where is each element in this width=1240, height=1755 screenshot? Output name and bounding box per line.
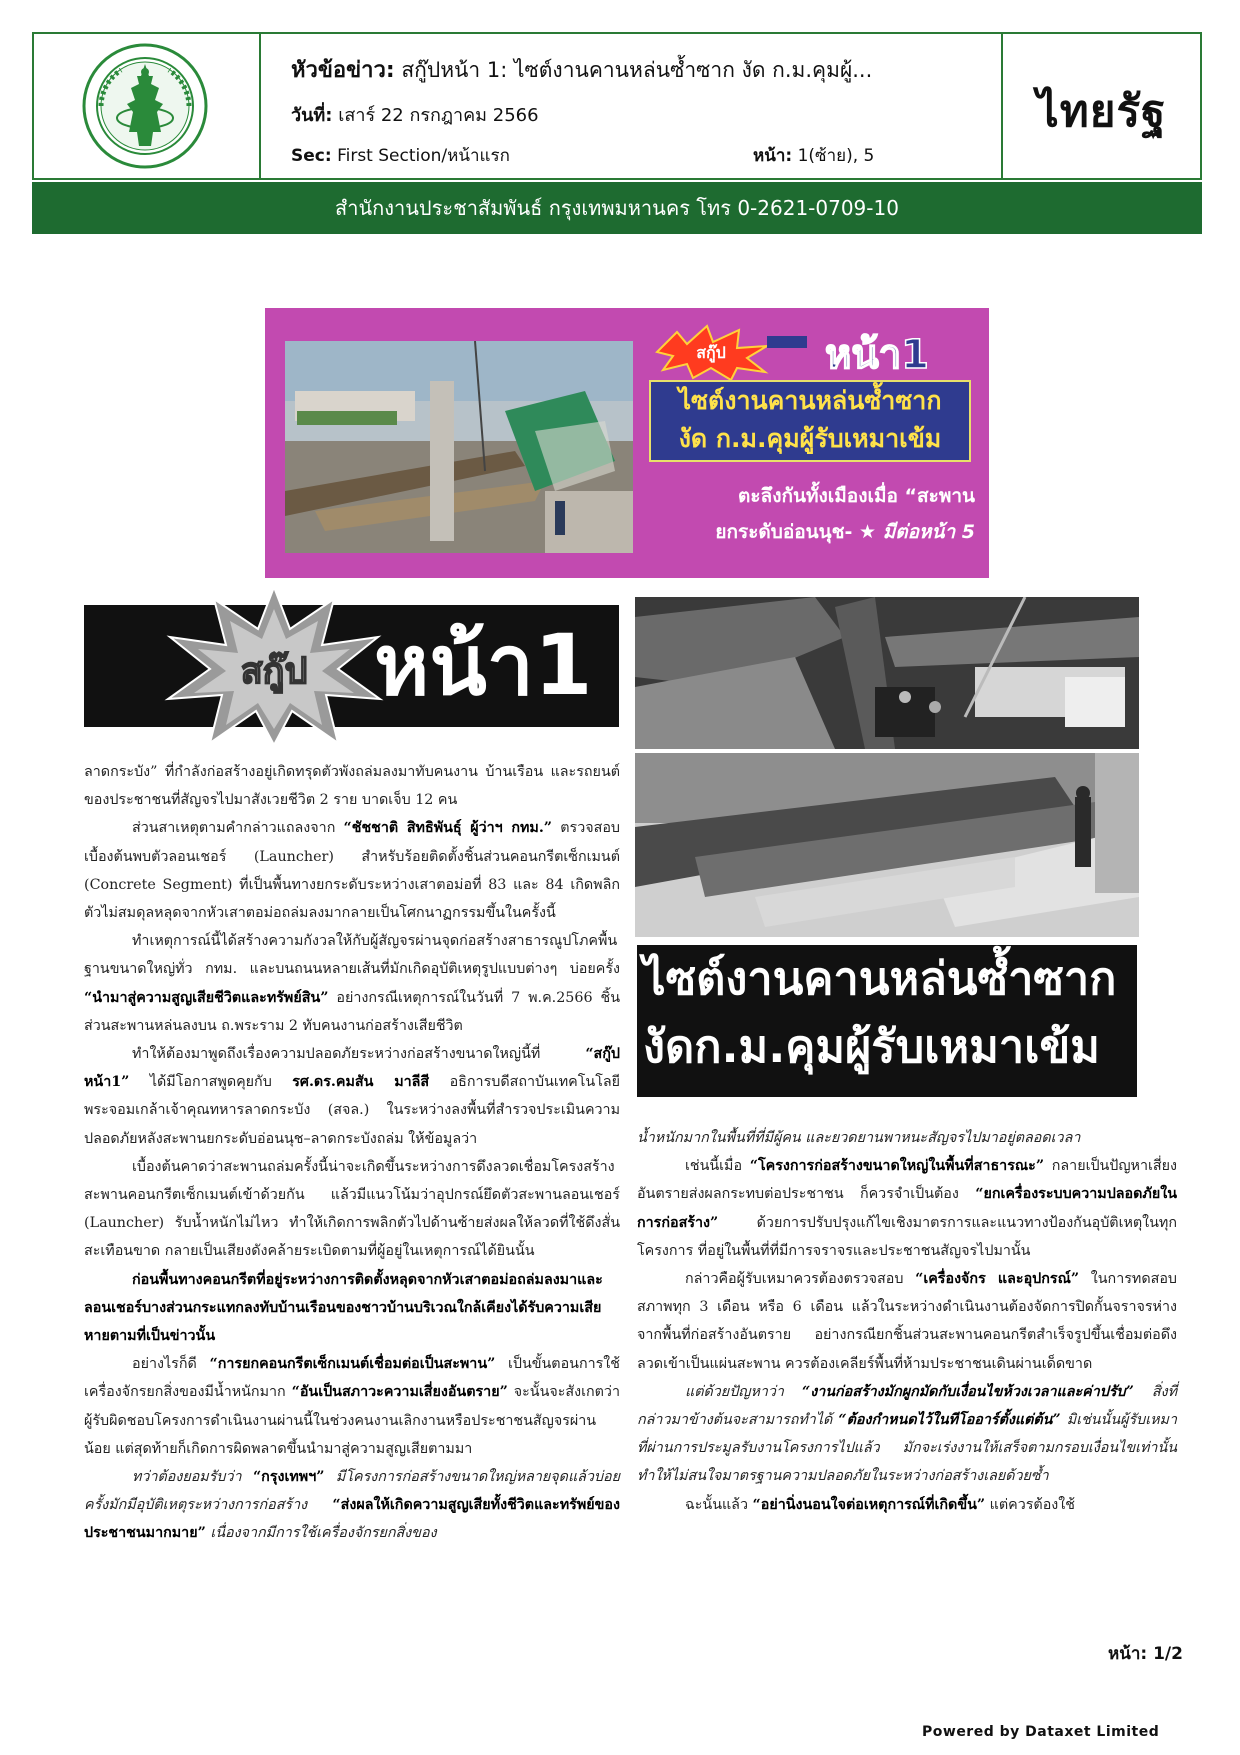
left-p8-quote-2: “ส่งผลให้เกิดความสูญเสียทั้งชีวิตและทรัพย์ของประชาชนมากมาย”	[84, 1497, 620, 1542]
office-bar: สำนักงานประชาสัมพันธ์ กรุงเทพมหานคร โทร 0-2621-0709-10	[32, 182, 1202, 234]
right-p3-quote: “เครื่องจักร และอุปกรณ์”	[915, 1271, 1080, 1288]
left-p3-quote: “นำมาสู่ความสูญเสียชีวิตและทรัพย์สิน”	[84, 989, 329, 1006]
clipping-header	[32, 32, 1202, 180]
left-p7-quote-2: “อันเป็นสภาวะความเสี่ยงอันตราย”	[291, 1384, 508, 1401]
right-p4-text-e: มิเช่นนั้นผู้รับเหมาที่ผ่านการประมูลรับงานโครงการไปแล้ว มักจะเร่งงานให้เสร็จตามกรอบเงื่อนไขเท่านั้น ทำให้ไม่สนใจมาตรฐานความปลอดภัยในระหว่างก่อสร้างเลยด้วยซ้ำ	[637, 1412, 1177, 1485]
left-p8-text-c: มีโครงการก่อสร้างขนาดใหญ่หลายจุดแล้วบ่อยครั้งมักมีอุบัติเหตุระหว่างการก่อสร้าง	[84, 1469, 620, 1514]
collapsed-bridge-photo	[285, 341, 633, 553]
section-row	[291, 142, 510, 169]
teaser-lead-line1: ตะลึงกันทั้งเมืองเมื่อ “สะพาน	[738, 485, 975, 507]
left-p7-quote: “การยกคอนกรีตเซ็กเมนต์เชื่อมต่อเป็นสะพาน”	[209, 1356, 496, 1373]
left-paragraph-5: เบื้องต้นคาดว่าสะพานถล่มครั้งนี้น่าจะเกิดขึ้นระหว่างการดึงลวดเชื่อมโครงสร้างสะพานคอนกรีตเซ็กเมนต์เข้าด้วยกัน แล้วมีแนวโน้มว่าอุปกรณ์ยึดตัวสะพานลอนเชอร์ (Launcher) รับน้ำหนักไม่ไหว ทำให้เกิดการพลิกตัวไปด้านซ้ายส่งผลให้ลวดที่ใช้ดึงสั่นสะเทือนขาด กลายเป็นเสียงดังคล้ายระเบิดตามที่ผู้อยู่ในเหตุการณ์ได้ยินนั้น	[84, 1158, 620, 1260]
left-p4-person: รศ.ดร.คมสัน มาลีสี	[292, 1074, 430, 1091]
right-p3-text-a: กล่าวคือผู้รับเหมาควรต้องตรวจสอบ	[685, 1271, 916, 1288]
right-p2-text-c: กลายเป็นปัญหาเสี่ยงอันตรายส่งผลกระทบต่อประชาชน ก็ควรจำเป็นต้อง	[637, 1158, 1177, 1203]
left-p8-quote: “กรุงเทพฯ”	[252, 1469, 325, 1486]
page-label: หน้า:	[753, 146, 793, 166]
date-label: วันที่:	[291, 105, 333, 126]
left-p8-text-a: ทว่าต้องยอมรับว่า	[132, 1469, 253, 1486]
page-row	[753, 142, 874, 169]
bangkok-seal-icon	[81, 42, 209, 170]
teaser-headline-line2: งัด ก.ม.คุมผู้รับเหมาเข้ม	[678, 424, 942, 453]
teaser-lead	[651, 478, 975, 550]
page-number: หน้า: 1/2	[1108, 1644, 1183, 1664]
logo-cell	[34, 34, 261, 178]
right-p5-quote: “อย่านิ่งนอนใจต่อเหตุการณ์ที่เกิดขึ้น”	[752, 1496, 986, 1513]
teaser-headline	[649, 380, 971, 462]
powered-by: Powered by Dataxet Limited	[922, 1724, 1160, 1740]
right-p1-text: น้ำหนักมากในพื้นที่ที่มีผู้คน และยวดยานพาหนะสัญจรไปมาอยู่ตลอดเวลา	[637, 1130, 1081, 1146]
right-p4-text-a: แต่ด้วยปัญหาว่า	[685, 1383, 802, 1400]
right-p4-quote: “งานก่อสร้างมักผูกมัดกับเงื่อนไขห้วงเวลาและค่าปรับ”	[801, 1383, 1134, 1400]
right-paragraph-4	[637, 1378, 1177, 1491]
right-p5-text-a: ฉะนั้นแล้ว	[685, 1496, 753, 1513]
publication-brand	[1003, 34, 1200, 178]
main-headline	[637, 945, 1137, 1097]
publication-logo: ไทยรัฐ	[1036, 86, 1167, 137]
right-p3-text-c: ในการทดสอบสภาพทุก 3 เดือน หรือ 6 เดือน แล้วในระหว่างดำเนินงานต้องจัดการปิดกั้นจราจรห่างจากพื้นที่ก่อสร้างอันตราย อย่างกรณียกชิ้นส่วนสะพานคอนกรีตสำเร็จรูปขึ้นเชื่อมต่อดึงลวดเข้าเป็นแผ่นสะพาน ควรต้องเคลียร์พื้นที่ห้ามประชาชนเดินผ่านเด็ดขาด	[637, 1271, 1177, 1372]
section-value: First Section/หน้าแรก	[337, 146, 510, 166]
date-row	[291, 100, 539, 129]
left-paragraph-3	[84, 927, 620, 1040]
article-right-column	[637, 1124, 1177, 1519]
left-p3-text-c: อย่างกรณีเหตุการณ์ในวันที่ 7 พ.ค.2566 ชิ้นส่วนสะพานหล่นลงบน ถ.พระราม 2 ทับคนงานก่อสร้างเสียชีวิต	[84, 989, 620, 1034]
left-p4-text-a: ทำให้ต้องมาพูดถึงเรื่องความปลอดภัยระหว่างก่อสร้างขนาดใหญ่นี้ที่	[132, 1046, 586, 1063]
left-paragraph-1: ลาดกระบัง” ที่กำลังก่อสร้างอยู่เกิดทรุดตัวพังถล่มลงมาทับคนงาน บ้านเรือน และรถยนต์ของประชาชนที่สัญจรไปมาสังเวยชีวิต 2 ราย บาดเจ็บ 12 คน	[84, 764, 620, 809]
left-p4-quote: “สกู๊ปหน้า1”	[84, 1046, 620, 1091]
starburst-icon	[164, 587, 384, 745]
left-p4-text-e: อธิการบดีสถาบันเทคโนโลยีพระจอมเกล้าเจ้าคุณทหารลาดกระบัง (สจล.) ในระหว่างลงพื้นที่สำรวจประเมินความปลอดภัยหลังสะพานยกระดับอ่อนนุช–ลาดกระบังถล่ม ให้ข้อมูลว่า	[84, 1074, 621, 1147]
left-paragraph-8	[84, 1463, 620, 1548]
main-headline-line1: ไซต์งานคานหล่นซ้ำซาก	[643, 952, 1117, 1005]
accident-site-photos	[635, 597, 1139, 937]
right-p2-text-a: เช่นนี้เมื่อ	[685, 1158, 750, 1175]
left-paragraph-6	[84, 1266, 620, 1351]
headline-label: หัวข้อข่าว:	[291, 58, 395, 83]
article-left-column	[84, 758, 620, 1548]
section-label: Sec:	[291, 146, 332, 166]
right-paragraph-2	[637, 1152, 1177, 1265]
right-p2-text-e: ด้วยการปรับปรุงแก้ไขเชิงมาตรการและแนวทางป้องกันอุบัติเหตุในทุกโครงการ ที่อยู่ในพื้นที่ที่มีการจราจรและประชาชนสัญจรไปมานั้น	[637, 1214, 1177, 1259]
banner-scoop-text: สกู๊ป	[240, 651, 308, 692]
scoop-banner	[84, 605, 619, 727]
left-p2-text-a: ส่วนสาเหตุตามคำกล่าวแถลงจาก	[132, 820, 344, 837]
right-p5-text-c: แต่ควรต้องใช้	[985, 1496, 1075, 1513]
right-paragraph-5	[637, 1491, 1177, 1519]
left-p7-text-a: อย่างไรก็ดี	[132, 1356, 210, 1373]
date-value: เสาร์ 22 กรกฎาคม 2566	[338, 105, 539, 126]
main-headline-line2: งัดก.ม.คุมผู้รับเหมาเข้ม	[643, 1020, 1100, 1073]
left-p7-text-e: จะนั้นจะสังเกตว่าผู้รับผิดชอบโครงการดำเนินงานผ่านนี้ในช่วงคนงานเลิกงานหรือประชาชนสัญจรผ่านน้อย แต่สุดท้ายก็เกิดการผิดพลาดขึ้นนำมาสู่ความสูญเสียตามมา	[84, 1384, 620, 1457]
headline-row	[291, 52, 872, 87]
left-p4-text-c: ได้มีโอกาสพูดคุยกับ	[129, 1074, 293, 1091]
left-paragraph-4	[84, 1040, 620, 1153]
left-p6-text-a: ก่อนพื้นทางคอนกรีตที่อยู่ระหว่างการติดตั้งหลุดจากหัวเสาตอม่อถล่มลงมาและลอนเชอร์บางส่วนกระแทกลงทับบ้านเรือนของชาวบ้านบริเวณใกล้เคียง	[84, 1271, 603, 1316]
right-p2-quote-2: “ยกเครื่องระบบความปลอดภัยในการก่อสร้าง”	[637, 1186, 1177, 1231]
left-paragraph-2	[84, 814, 620, 927]
teaser-lead-line2	[651, 514, 975, 550]
headline-value: สกู๊ปหน้า 1: ไซต์งานคานหล่นซ้ำซาก งัด ก.ม.คุมผู้...	[401, 58, 873, 82]
teaser-headline-line1: ไซต์งานคานหล่นซ้ำซาก	[678, 386, 942, 415]
left-p2-text-c: ตรวจสอบเบื้องต้นพบตัวลอนเชอร์ (Launcher) สำหรับร้อยติดตั้งชิ้นส่วนคอนกรีตเซ็กเมนต์ (Concrete Segment) ที่เป็นพื้นทางยกระดับระหว่างเสาตอม่อที่ 83 และ 84 เกิดพลิกตัวไม่สมดุลหลุดจากหัวเสาตอม่อถล่มลงมากลายเป็นโศกนาฏกรรมขึ้นในครั้งนี้	[84, 820, 620, 922]
left-p3-text-a: ทำเหตุการณ์นี้ได้สร้างความกังวลให้กับผู้สัญจรผ่านจุดก่อสร้างสาธารณูปโภคพื้นฐานขนาดใหญ่ทั่ว กทม. และบนถนนหลายเส้นที่มักเกิดอุบัติเหตุรูปแบบต่างๆ บ่อยครั้ง	[84, 933, 620, 978]
left-p7-text-c: เป็นขั้นตอนการใช้เครื่องจักรยกสิ่งของมีน้ำหนักมาก	[84, 1356, 620, 1401]
badge-big-text: หน้า1	[824, 332, 930, 378]
continued-page-note: มีต่อหน้า 5	[882, 521, 975, 543]
right-p4-text-c: สิ่งที่กล่าวมาข้างต้นจะสามารถทำได้	[637, 1383, 1177, 1429]
scoop-badge-icon	[647, 324, 977, 380]
left-p8-text-e: เนื่องจากมีการใช้เครื่องจักรยกสิ่งของ	[205, 1525, 437, 1542]
right-paragraph-3	[637, 1265, 1177, 1378]
clipping-info	[259, 34, 1003, 178]
right-p4-quote-2: “ต้องกำหนดไว้ในทีโออาร์ตั้งแต่ต้น”	[838, 1412, 1061, 1429]
banner-front-text: หน้า1	[374, 616, 593, 714]
left-p6-text-b: ได้รับความเสียหายตามที่เป็นข่าวนั้น	[84, 1299, 602, 1345]
badge-small-text: สกู๊ป	[696, 343, 726, 362]
right-p2-quote: “โครงการก่อสร้างขนาดใหญ่ในพื้นที่สาธารณะ”	[749, 1158, 1045, 1175]
left-paragraph-7	[84, 1350, 620, 1463]
star-icon: ★	[859, 521, 877, 543]
right-paragraph-1	[637, 1124, 1177, 1152]
teaser-box	[265, 308, 989, 578]
teaser-lead-line2a: ยกระดับอ่อนนุช-	[715, 521, 853, 543]
page-value: 1(ซ้าย), 5	[797, 146, 875, 166]
left-p2-quote: “ชัชชาติ สิทธิพันธุ์ ผู้ว่าฯ กทม.”	[343, 820, 553, 837]
